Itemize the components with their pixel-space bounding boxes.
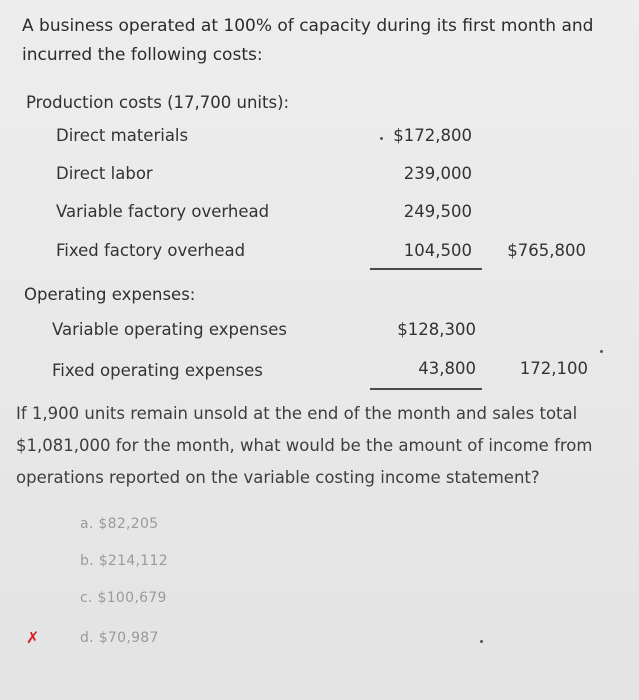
intro-text: A business operated at 100% of capacity during its first month and incurred the following costs: <box>22 16 594 65</box>
option-value: $100,679 <box>97 590 167 606</box>
answer-option-a[interactable] <box>80 516 158 532</box>
option-letter: c. <box>80 590 93 606</box>
operating-underline <box>370 388 482 390</box>
stray-dot <box>480 640 483 643</box>
operating-total: 172,100 <box>519 359 588 378</box>
production-row-label: Direct materials <box>56 126 189 145</box>
option-value: $214,112 <box>98 553 168 569</box>
option-letter: b. <box>80 553 94 569</box>
operating-heading: Operating expenses: <box>24 285 196 304</box>
option-letter: a. <box>80 516 94 532</box>
answer-option-d[interactable] <box>80 630 159 646</box>
production-row-amount: $172,800 <box>393 126 472 145</box>
production-row-amount: 239,000 <box>403 164 472 183</box>
option-value: $70,987 <box>98 630 159 646</box>
production-heading: Production costs (17,700 units): <box>26 93 290 112</box>
production-row-label: Variable factory overhead <box>56 202 270 221</box>
operating-row-label: Fixed operating expenses <box>52 361 263 380</box>
operating-row-label: Variable operating expenses <box>52 320 287 339</box>
production-row-amount: 104,500 <box>403 241 472 260</box>
question-text: If 1,900 units remain unsold at the end of the month and sales total $1,081,000 for the month, what would be the amount of income from operations reported on the variable costing income statement? <box>16 404 593 487</box>
production-underline <box>370 268 482 270</box>
production-row-label: Direct labor <box>56 164 153 183</box>
stray-dot <box>600 350 603 353</box>
answer-option-b[interactable] <box>80 553 168 569</box>
option-value: $82,205 <box>98 516 159 532</box>
incorrect-x-icon: ✗ <box>26 628 40 647</box>
answer-option-c[interactable] <box>80 590 167 606</box>
production-row-label: Fixed factory overhead <box>56 241 246 260</box>
operating-row-amount: 43,800 <box>418 359 476 378</box>
production-row-amount: 249,500 <box>403 202 472 221</box>
production-total: $765,800 <box>507 241 586 260</box>
option-letter: d. <box>80 630 94 646</box>
stray-dot <box>380 137 383 140</box>
operating-row-amount: $128,300 <box>397 320 476 339</box>
